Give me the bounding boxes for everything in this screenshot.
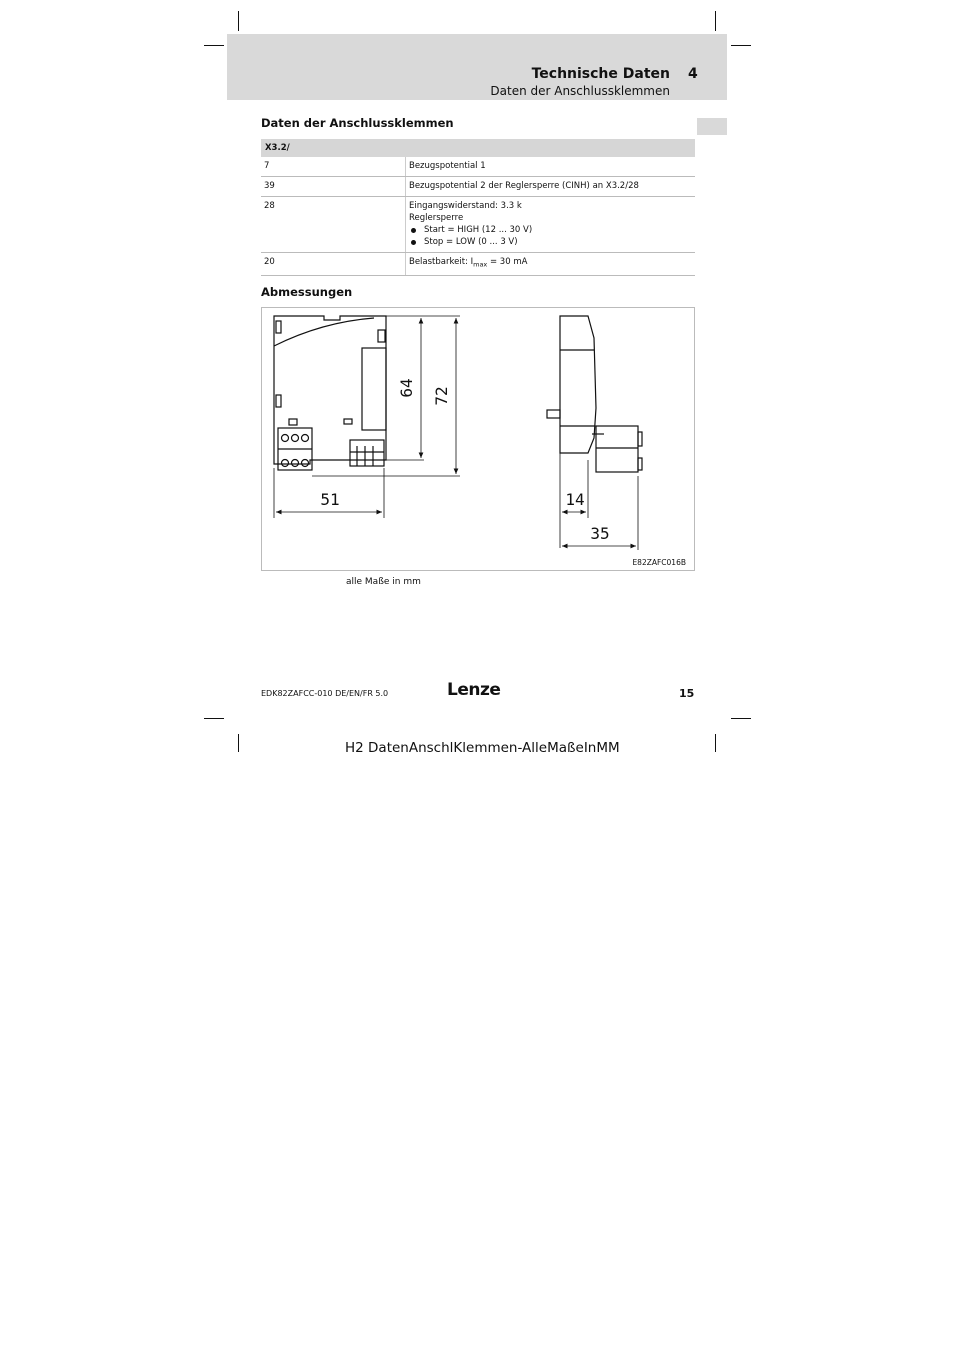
crop-mark [731, 45, 751, 46]
chapter-number: 4 [688, 66, 698, 82]
description-cell [406, 253, 696, 276]
terminal-cell: 39 [261, 177, 406, 197]
terminal-cell: 28 [261, 197, 406, 253]
terminal-table [261, 139, 695, 276]
crop-mark [238, 11, 239, 31]
lenze-logo: Lenze [447, 680, 501, 700]
side-tab [697, 118, 727, 135]
description-suffix: = 30 mA [487, 257, 528, 267]
section-heading-dimensions: Abmessungen [261, 285, 353, 299]
description-subscript: max [473, 260, 488, 269]
table-row [261, 177, 695, 197]
crop-mark [204, 718, 224, 719]
page-number: 15 [679, 687, 695, 700]
description-cell [406, 197, 696, 253]
bottom-label: H2 DatenAnschlKlemmen-AlleMaßeInMM [345, 740, 620, 756]
bullet-item: Start = HIGH (12 ... 30 V) [409, 224, 692, 236]
crop-mark [715, 734, 716, 752]
bullet-item: Stop = LOW (0 ... 3 V) [409, 236, 692, 248]
description-cell: Bezugspotential 1 [406, 157, 696, 177]
description-prefix: Belastbarkeit: I [409, 257, 474, 267]
dimension-label-51: 51 [320, 490, 340, 509]
figure-code: E82ZAFC016B [632, 558, 686, 567]
document-id: EDK82ZAFCC-010 DE/EN/FR 5.0 [261, 689, 389, 698]
table-header: X3.2/ [261, 139, 695, 157]
table-row [261, 197, 695, 253]
description-cell: Bezugspotential 2 der Reglersperre (CINH) an X3.2/28 [406, 177, 696, 197]
description-line: Eingangswiderstand: 3.3 k [409, 201, 522, 211]
dimension-figure [261, 307, 695, 571]
description-line: Reglersperre [409, 213, 464, 223]
crop-mark [731, 718, 751, 719]
crop-mark [715, 11, 716, 31]
terminal-cell: 20 [261, 253, 406, 276]
crop-mark [204, 45, 224, 46]
dimension-label-35: 35 [590, 524, 610, 543]
chapter-title: Technische Daten [531, 66, 670, 82]
table-row [261, 253, 695, 276]
table-row [261, 157, 695, 177]
dimension-label-72: 72 [432, 386, 451, 406]
terminal-cell: 7 [261, 157, 406, 177]
section-heading-terminals: Daten der Anschlussklemmen [261, 116, 454, 130]
chapter-subtitle: Daten der Anschlussklemmen [490, 84, 670, 98]
dimension-label-14: 14 [565, 490, 585, 509]
dimension-label-64: 64 [397, 378, 416, 398]
dimension-drawing [262, 308, 694, 570]
figure-caption: alle Maße in mm [346, 577, 421, 587]
crop-mark [238, 734, 239, 752]
